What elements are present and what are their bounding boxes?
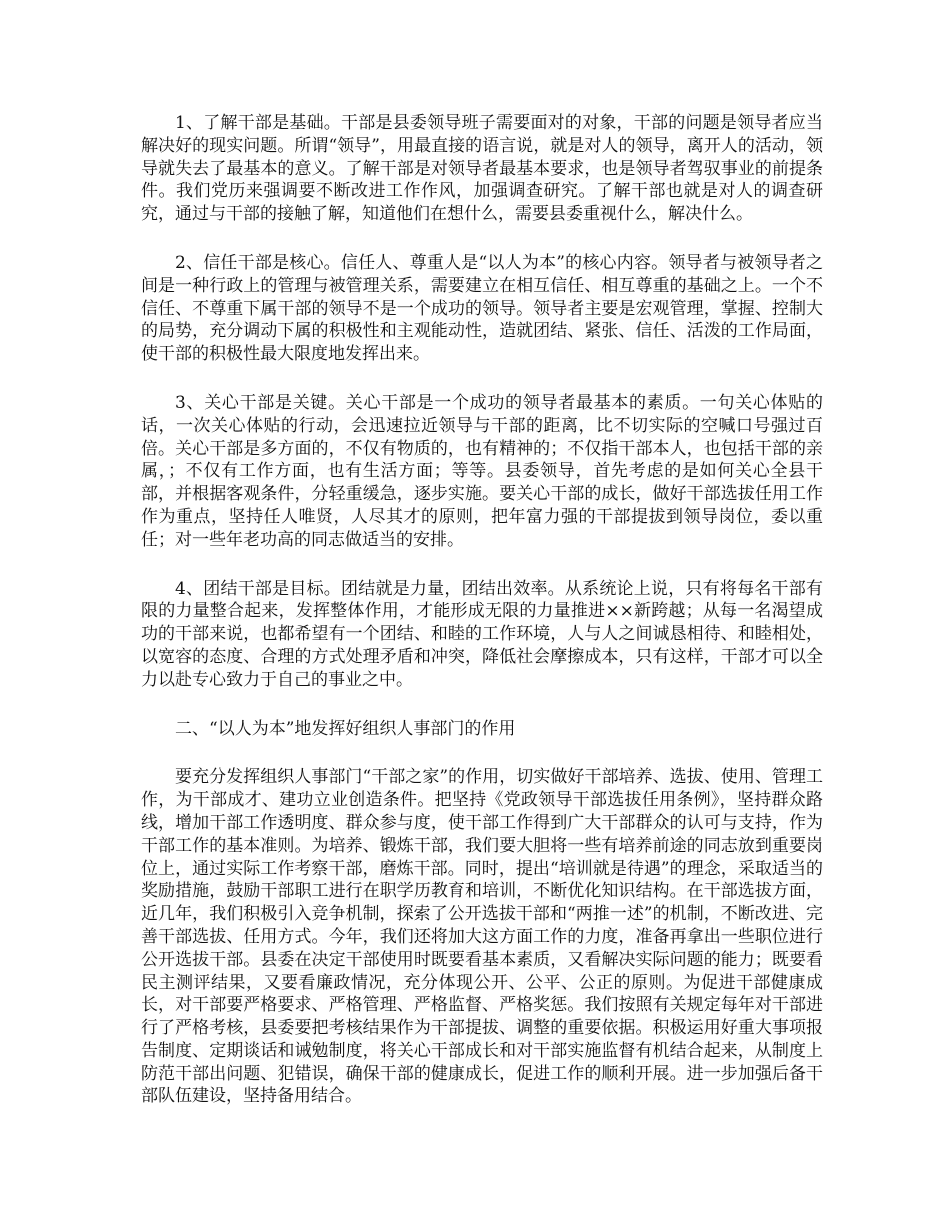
paragraph-personnel-department: 要充分发挥组织人事部门“干部之家”的作用，切实做好干部培养、选拔、使用、管理工作，为干部成才、建功立业创造条件。把坚持《党政领导干部选拔任用条例》，坚持群众路线，增加干部工作透明度、群众参与度，使干部工作得到广大干部群众的认可与支持，作为干部工作的基本准则。为培养、锻炼干部，我们要大胆将一些有培养前途的同志放到重要岗位上，通过实际工作考察干部，磨炼干部。同时，提出“培训就是待遇”的理念，采取适当的奖励措施，鼓励干部职工进行在职学历教育和培训，不断优化知识结构。在干部选拔方面，近几年，我们积极引入竞争机制，探索了公开选拔干部和“两推一述”的机制，不断改进、完善干部选拔、任用方式。今年，我们还将加大这方面工作的力度，准备再拿出一些职位进行公开选拔干部。县委在决定干部使用时既要看基本素质，又看解决实际问题的能力；既要看民主测评结果，又要看廉政情况，充分体现公开、公平、公正的原则。为促进干部健康成长，对干部要严格要求、严格管理、严格监督、严格奖惩。我们按照有关规定每年对干部进行了严格考核，县委要把考核结果作为干部提拔、调整的重要依据。积极运用好重大事项报告制度、定期谈话和诫勉制度，将关心干部成长和对干部实施监督有机结合起来，从制度上防范干部出问题、犯错误，确保干部的健康成长，促进工作的顺利开展。进一步加强后备干部队伍建设，坚持备用结合。: [141, 767, 823, 1107]
paragraph-unite-cadres: 4、团结干部是目标。团结就是力量，团结出效率。从系统论上说，只有将每名干部有限的力量整合起来，发挥整体作用，才能形成无限的力量推进××新跨越；从每一名渴望成功的干部来说，也都希望有一个团结、和睦的工作环境，人与人之间诚恳相待、和睦相处，以宽容的态度、合理的方式处理矛盾和冲突，降低社会摩擦成本，只有这样，干部才可以全力以赴专心致力于自己的事业之中。: [141, 578, 823, 690]
paragraph-trust-cadres: 2、信任干部是核心。信任人、尊重人是“以人为本”的核心内容。领导者与被领导者之间是一种行政上的管理与被管理关系，需要建立在相互信任、相互尊重的基础之上。一个不信任、不尊重下属干部的领导不是一个成功的领导。领导者主要是宏观管理，掌握、控制大的局势，充分调动下属的积极性和主观能动性，造就团结、紧张、信任、活泼的工作局面，使干部的积极性最大限度地发挥出来。: [141, 252, 823, 365]
document-page: [141, 112, 823, 1134]
section-heading: 二、“以人为本”地发挥好组织人事部门的作用: [175, 718, 516, 739]
paragraph-understand-cadres: 1、了解干部是基础。干部是县委领导班子需要面对的对象，干部的问题是领导者应当解决好的现实问题。所谓“领导”，用最直接的语言说，就是对人的领导，离开人的活动，领导就失去了最基本的意义。了解干部是对领导者最基本要求，也是领导者驾驭事业的前提条件。我们党历来强调要不断改进工作作风，加强调查研究。了解干部也就是对人的调查研究，通过与干部的接触了解，知道他们在想什么，需要县委重视什么，解决什么。: [141, 113, 823, 225]
paragraph-care-cadres: 3、关心干部是关键。关心干部是一个成功的领导者最基本的素质。一句关心体贴的话，一次关心体贴的行动，会迅速拉近领导与干部的距离，比不切实际的空喊口号强过百倍。关心干部是多方面的，不仅有物质的，也有精神的；不仅指干部本人，也包括干部的亲属，；不仅有工作方面，也有生活方面；等等。县委领导，首先考虑的是如何关心全县干部，并根据客观条件，分轻重缓急，逐步实施。要关心干部的成长，做好干部选拔任用工作作为重点，坚持任人唯贤，人尽其才的原则，把年富力强的干部提拔到领导岗位，委以重任；对一些年老功高的同志做适当的安排。: [141, 392, 823, 550]
